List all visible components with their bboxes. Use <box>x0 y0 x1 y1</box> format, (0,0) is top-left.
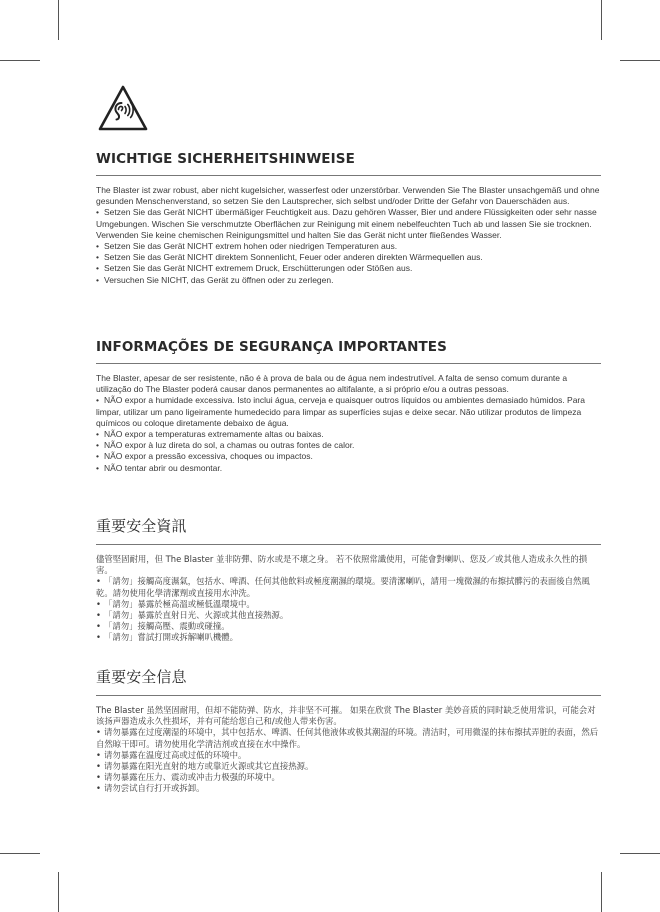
crop-mark <box>620 853 660 854</box>
section-german <box>96 151 601 286</box>
section-traditional-chinese <box>96 515 601 644</box>
crop-mark <box>58 872 59 912</box>
bullet-item: • 「請勿」暴露於直射日光、火源或其他直接熱源。 <box>96 610 289 621</box>
section-intro: 儘管堅固耐用，但 The Blaster 並非防彈、防水或是不壞之身。 若不依照常識使用，可能會對喇叭、您及／或其他人造成永久性的損害。 <box>96 554 588 576</box>
crop-mark <box>0 60 40 61</box>
section-title: 重要安全信息 <box>96 668 187 686</box>
bullet-item: • Setzen Sie das Gerät NICHT extrem hohen oder niedrigen Temperaturen aus. <box>96 241 398 252</box>
crop-mark <box>601 872 602 912</box>
section-simplified-chinese <box>96 666 601 795</box>
bullet-item: • 请勿暴露在温度过高或过低的环境中。 <box>96 749 247 760</box>
section-intro: The Blaster, apesar de ser resistente, não é à prova de bala ou de água nem indestrutível. A falta de senso comum durante a utilização do The Blaster poderá causar danos permanentes ao altifalante, a si próprio e/ou a outras pessoas. <box>96 373 568 395</box>
divider <box>96 695 601 696</box>
bullet-item: • Versuchen Sie NICHT, das Gerät zu öffnen oder zu zerlegen. <box>96 274 334 285</box>
bullet-item: • NÃO expor a humidade excessiva. Isto inclui água, cerveja e quaisquer outros líquidos ou ambientes demasiado húmidos. Para limpar, utilizar um pano ligeiramente humedecido para limpar as superfícies sujas e deixe secar. Não utilizar produtos de limpeza químicos ou coloque diretamente debaixo de água. <box>96 395 585 428</box>
bullet-item: • NÃO expor a pressão excessiva, choques ou impactos. <box>96 451 313 462</box>
bullet-item: • 「請勿」接觸高壓、震動或碰撞。 <box>96 621 230 632</box>
bullet-item: • Setzen Sie das Gerät NICHT übermäßiger Feuchtigkeit aus. Dazu gehören Wasser, Bier und andere Flüssigkeiten oder sehr nasse Umgebungen. Wischen Sie verschmutzte Oberflächen zur Reinigung mit einem nebelfeuchten Tuch ab und lassen Sie sie trocknen. Verwenden Sie keine chemischen Reinigungsmittel und halten Sie das Gerät nicht unter fließendes Wasser. <box>96 207 597 240</box>
bullet-item: • 「請勿」嘗試打開或拆解喇叭機體。 <box>96 632 238 643</box>
divider <box>96 363 601 364</box>
bullet-item: • 请勿暴露在压力、震动或冲击力极强的环境中。 <box>96 772 280 783</box>
section-title: INFORMAÇÕES DE SEGURANÇA IMPORTANTES <box>96 339 447 355</box>
divider <box>96 544 601 545</box>
bullet-item: • NÃO tentar abrir ou desmontar. <box>96 462 223 473</box>
crop-mark <box>620 60 660 61</box>
section-portuguese <box>96 339 601 474</box>
crop-mark <box>601 0 602 40</box>
divider <box>96 175 601 176</box>
bullet-item: • 「請勿」接觸高度濕氣，包括水、啤酒、任何其他飲料或極度潮濕的環境。要清潔喇叭，請用一塊微濕的布擦拭髒污的表面後自然風乾。請勿使用化學清潔劑或直接用水沖洗。 <box>96 576 590 598</box>
bullet-item: • 请勿暴露在过度潮湿的环境中，其中包括水、啤酒、任何其他液体或极其潮湿的环境。清洁时，可用微湿的抹布擦拭弄脏的表面，然后自然晾干即可。请勿使用化学清洁剂或直接在水中操作。 <box>96 727 599 749</box>
section-title: 重要安全資訊 <box>96 517 187 535</box>
bullet-item: • NÃO expor à luz direta do sol, a chamas ou outras fontes de calor. <box>96 440 355 451</box>
bullet-item: • 请勿暴露在阳光直射的地方或靠近火源或其它直接热源。 <box>96 761 314 772</box>
bullet-item: • 「請勿」暴露於極高溫或極低溫環境中。 <box>96 598 255 609</box>
section-intro: The Blaster 虽然坚固耐用，但却不能防弹、防水，并非坚不可摧。 如果在欣赏 The Blaster 美妙音质的同时缺乏使用常识，可能会对该扬声器造成永久性损坏，并有可能给您自己和/或他人带来伤害。 <box>96 705 596 727</box>
crop-mark <box>58 0 59 40</box>
bullet-item: • NÃO expor a temperaturas extremamente altas ou baixas. <box>96 429 324 440</box>
bullet-item: • Setzen Sie das Gerät NICHT extremem Druck, Erschütterungen oder Stößen aus. <box>96 263 413 274</box>
hearing-warning-icon <box>97 84 149 132</box>
bullet-item: • 请勿尝试自行打开或拆卸。 <box>96 783 205 794</box>
section-intro: The Blaster ist zwar robust, aber nicht kugelsicher, wasserfest oder unzerstörbar. Verwenden Sie The Blaster unsachgemäß und ohne gesunden Menschenverstand, so setzen Sie den Lautsprecher, sich selbst und/oder Dritte der Gefahr von Dauerschäden aus. <box>96 185 600 207</box>
bullet-item: • Setzen Sie das Gerät NICHT direktem Sonnenlicht, Feuer oder anderen direkten Wärmequellen aus. <box>96 252 483 263</box>
crop-mark <box>0 853 40 854</box>
section-title: WICHTIGE SICHERHEITSHINWEISE <box>96 151 355 167</box>
